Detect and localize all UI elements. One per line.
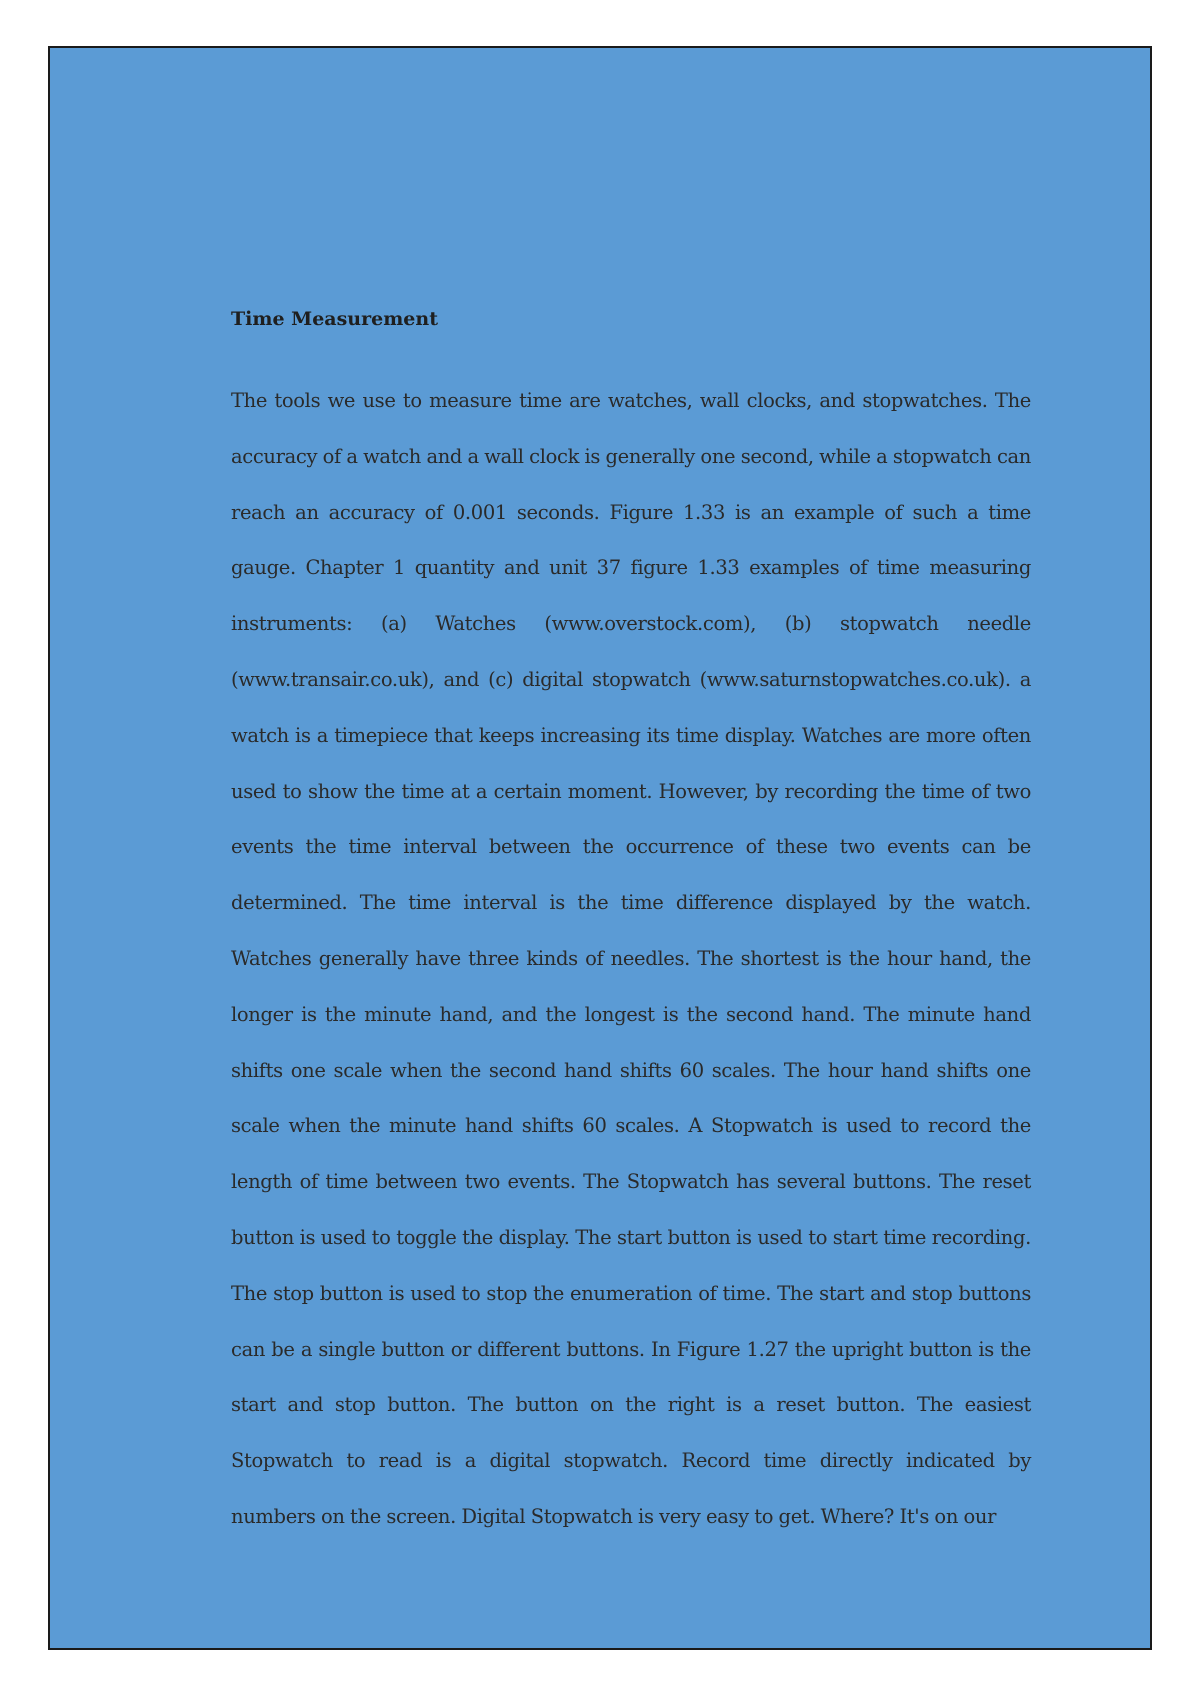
body-paragraph: The tools we use to measure time are watches, wall clocks, and stopwatches. The accuracy of a watch and a wall clock is generally one second, while a stopwatch can reach an accuracy of 0.001 seconds. Figure 1.33 is an example of such a time gauge. Chapter 1 quantity and unit 37 figure 1.33 examples of time measuring instruments: (a) Watches (www.overstock.com), (b) stopwatch needle (www.transair.co.uk), and (c) digital stopwatch (www.saturnstopwatches.co.uk). a watch is a timepiece that keeps increasing its time display. Watches are more often used to show the time at a certain moment. However, by recording the time of two events the time interval between the occurrence of these two events can be determined. The time interval is the time difference displayed by the watch. Watches generally have three kinds of needles. The shortest is the hour hand, the longer is the minute hand, and the longest is the second hand. The minute hand shifts one scale when the second hand shifts 60 scales. The hour hand shifts one scale when the minute hand shifts 60 scales. A Stopwatch is used to record the length of time between two events. The Stopwatch has several buttons. The reset button is used to toggle the display. The start button is used to start time recording. The stop button is used to stop the enumeration of time. The start and stop buttons can be a single button or different buttons. In Figure 1.27 the upright button is the start and stop button. The button on the right is a reset button. The easiest Stopwatch to read is a digital stopwatch. Record time directly indicated by numbers on the screen. Digital Stopwatch is very easy to get. Where? It's on our: [231, 389, 1031, 1528]
section-heading: Time Measurement: [231, 308, 438, 330]
page-content: [231, 310, 1031, 1545]
document-page: [48, 46, 1152, 1650]
